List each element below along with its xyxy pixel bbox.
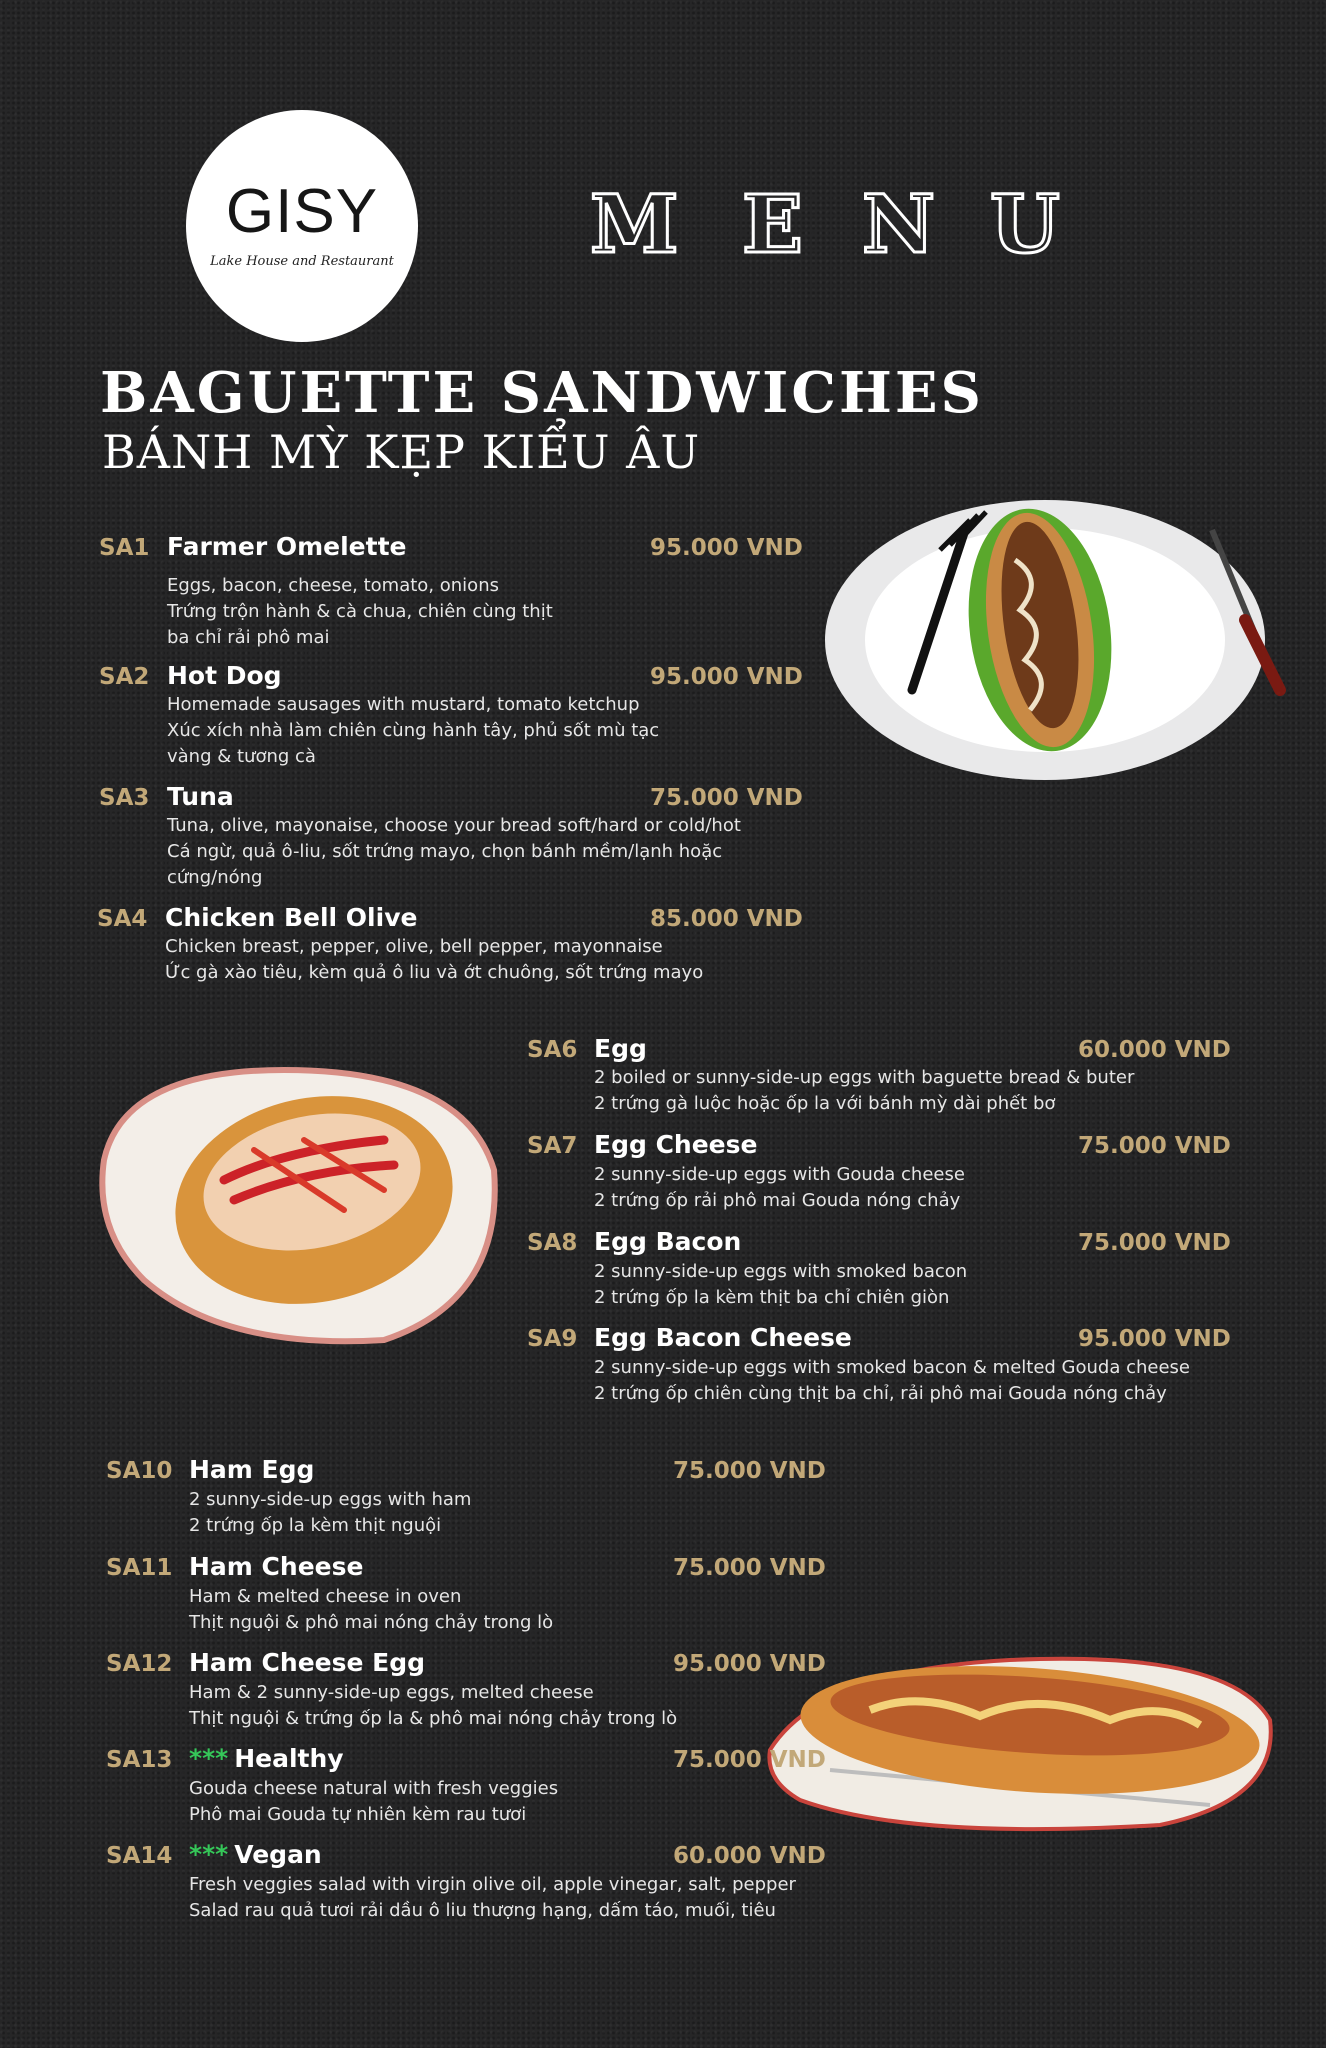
item-price: 75.000 VND [1078, 1133, 1231, 1159]
item-name [189, 1743, 344, 1775]
item-desc-line: 2 sunny-side-up eggs with Gouda cheese [594, 1164, 965, 1185]
item-price: 75.000 VND [1078, 1230, 1231, 1256]
item-desc-line: Phô mai Gouda tự nhiên kèm rau tươi [189, 1804, 527, 1825]
item-desc-line: Fresh veggies salad with virgin olive oil, apple vinegar, salt, pepper [189, 1874, 796, 1895]
item-code: SA11 [106, 1555, 173, 1581]
item-price: 75.000 VND [673, 1458, 826, 1484]
item-code: SA14 [106, 1843, 173, 1869]
item-price: 95.000 VND [650, 535, 803, 561]
section-title-vi: BÁNH MỲ KẸP KIỂU ÂU [102, 425, 701, 479]
menu-letter-e: E [742, 177, 803, 271]
item-name: Egg Cheese [594, 1130, 758, 1159]
item-name: Egg [594, 1034, 647, 1063]
item-desc-line: 2 trứng ốp chiên cùng thịt ba chỉ, rải phô mai Gouda nóng chảy [594, 1383, 1167, 1404]
item-name: Farmer Omelette [167, 532, 407, 561]
healthy-stars: *** [189, 1744, 229, 1773]
item-code: SA6 [527, 1037, 578, 1063]
item-desc-line: Ham & melted cheese in oven [189, 1586, 462, 1607]
item-name-text: Healthy [234, 1744, 344, 1773]
item-price: 95.000 VND [673, 1651, 826, 1677]
item-desc-line: 2 trứng ốp rải phô mai Gouda nóng chảy [594, 1190, 961, 1211]
item-code: SA9 [527, 1326, 578, 1352]
item-code: SA8 [527, 1230, 578, 1256]
item-name: Chicken Bell Olive [165, 903, 418, 932]
item-desc-line: Ức gà xào tiêu, kèm quả ô liu và ớt chuông, sốt trứng mayo [165, 962, 704, 983]
item-desc-line: Homemade sausages with mustard, tomato ketchup [167, 694, 640, 715]
item-desc-line: Ham & 2 sunny-side-up eggs, melted cheese [189, 1682, 594, 1703]
item-name: Ham Egg [189, 1455, 315, 1484]
logo-name: GISY [225, 177, 379, 246]
item-desc-line: Xúc xích nhà làm chiên cùng hành tây, phủ sốt mù tạc [167, 720, 660, 741]
item-desc-line: Thịt nguội & trứng ốp la & phô mai nóng chảy trong lò [189, 1708, 678, 1729]
item-name: Egg Bacon Cheese [594, 1323, 852, 1352]
baguette-plate-image-1 [800, 490, 1290, 790]
item-desc-line: Tuna, olive, mayonaise, choose your bread soft/hard or cold/hot [167, 815, 741, 836]
item-desc-line: Gouda cheese natural with fresh veggies [189, 1778, 559, 1799]
item-desc-line: Cá ngừ, quả ô-liu, sốt trứng mayo, chọn bánh mềm/lạnh hoặc [167, 841, 723, 862]
item-desc-line: vàng & tương cà [167, 746, 316, 767]
item-desc-line: 2 sunny-side-up eggs with smoked bacon & melted Gouda cheese [594, 1357, 1190, 1378]
item-code: SA7 [527, 1133, 578, 1159]
item-price: 75.000 VND [650, 785, 803, 811]
item-name: Ham Cheese [189, 1552, 364, 1581]
vegan-stars: *** [189, 1840, 229, 1869]
item-desc-line: 2 trứng ốp la kèm thịt nguội [189, 1515, 442, 1536]
item-desc-line: 2 trứng gà luộc hoặc ốp la với bánh mỳ dài phết bơ [594, 1093, 1056, 1114]
item-code: SA1 [99, 535, 150, 561]
item-price: 95.000 VND [1078, 1326, 1231, 1352]
item-price: 75.000 VND [673, 1555, 826, 1581]
item-desc-line: 2 boiled or sunny-side-up eggs with baguette bread & buter [594, 1067, 1135, 1088]
item-desc-line: ba chỉ rải phô mai [167, 627, 330, 648]
item-code: SA2 [99, 664, 150, 690]
item-code: SA3 [99, 785, 150, 811]
item-price: 60.000 VND [673, 1843, 826, 1869]
item-desc-line: Eggs, bacon, cheese, tomato, onions [167, 575, 499, 596]
item-code: SA12 [106, 1651, 173, 1677]
cheese-baguette-image [760, 1630, 1280, 1840]
item-desc-line: Trứng trộn hành & cà chua, chiên cùng thịt [167, 601, 553, 622]
item-name [189, 1839, 322, 1871]
item-name: Hot Dog [167, 661, 282, 690]
item-price: 60.000 VND [1078, 1037, 1231, 1063]
item-code: SA4 [97, 906, 148, 932]
item-name-text: Vegan [234, 1840, 322, 1869]
item-price: 95.000 VND [650, 664, 803, 690]
menu-letter-m: M [590, 177, 679, 271]
item-code: SA10 [106, 1458, 173, 1484]
item-name: Ham Cheese Egg [189, 1648, 426, 1677]
item-name: Tuna [167, 782, 234, 811]
item-desc-line: Thịt nguội & phô mai nóng chảy trong lò [189, 1612, 554, 1633]
item-name: Egg Bacon [594, 1227, 742, 1256]
hotdog-plate-image [84, 1050, 504, 1350]
item-price: 85.000 VND [650, 906, 803, 932]
item-desc-line: cứng/nóng [167, 867, 263, 888]
item-desc-line: Salad rau quả tươi rải dầu ô liu thượng hạng, dấm táo, muối, tiêu [189, 1900, 776, 1921]
menu-letter-u: U [990, 177, 1060, 271]
logo-tagline: Lake House and Restaurant [210, 254, 394, 269]
item-desc-line: 2 trứng ốp la kèm thịt ba chỉ chiên giòn [594, 1287, 950, 1308]
restaurant-logo [186, 110, 418, 342]
item-price: 75.000 VND [673, 1747, 826, 1773]
menu-letter-n: N [862, 177, 936, 271]
item-desc-line: 2 sunny-side-up eggs with ham [189, 1489, 472, 1510]
item-desc-line: Chicken breast, pepper, olive, bell pepper, mayonnaise [165, 936, 663, 957]
section-title-en: BAGUETTE SANDWICHES [100, 360, 984, 426]
item-code: SA13 [106, 1747, 173, 1773]
item-desc-line: 2 sunny-side-up eggs with smoked bacon [594, 1261, 968, 1282]
